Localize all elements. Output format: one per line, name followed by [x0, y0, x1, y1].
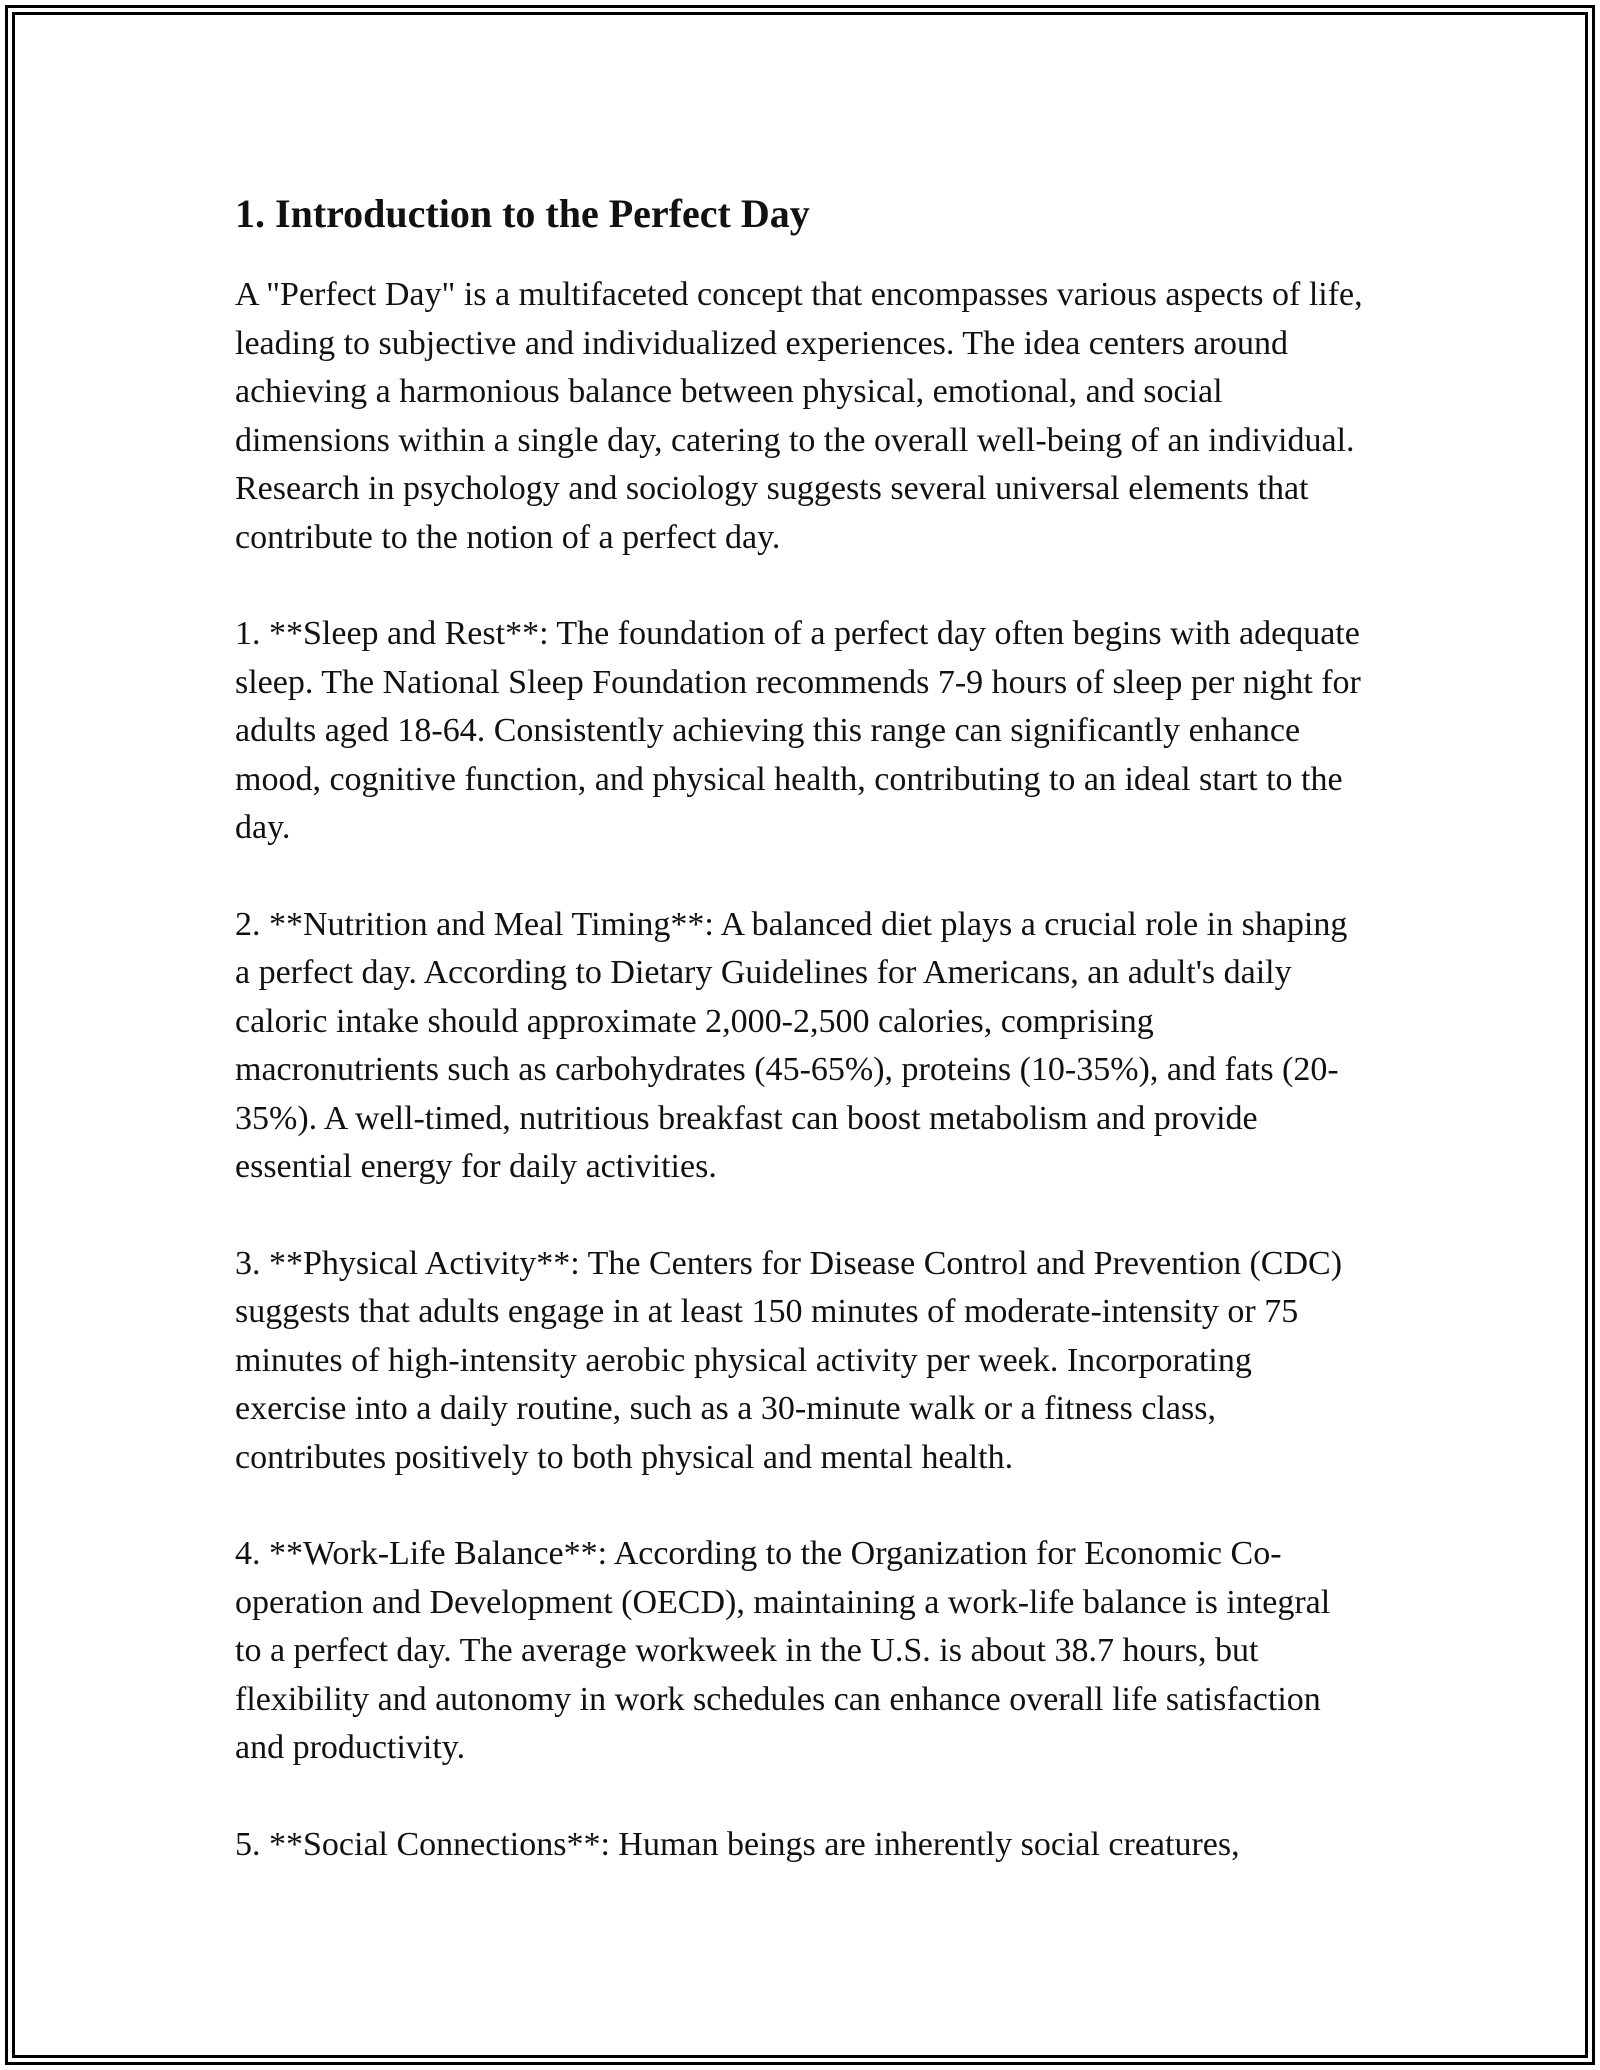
nutrition-paragraph: 2. **Nutrition and Meal Timing**: A balanced diet plays a crucial role in shaping a perfect day. According to Dietary Guidelines for Americans, an adult's daily caloric intake should approximate 2,000-2,500 calories, comprising macronutrients such as carbohydrates (45-65%), proteins (10-35%), and fats (20-35%). A well-timed, nutritious breakfast can boost metabolism and provide essential energy for daily activities.	[235, 905, 1348, 1185]
sleep-paragraph: 1. **Sleep and Rest**: The foundation of a perfect day often begins with adequate sleep. The National Sleep Foundation recommends 7-9 hours of sleep per night for adults aged 18-64. Consistently achieving this range can significantly enhance mood, cognitive function, and physical health, contributing to an ideal start to the day.	[235, 615, 1361, 846]
document-body	[235, 185, 1365, 1917]
section-heading: 1. Introduction to the Perfect Day	[235, 191, 810, 236]
social-connections-paragraph: 5. **Social Connections**: Human beings are inherently social creatures,	[235, 1825, 1240, 1863]
intro-paragraph: A "Perfect Day" is a multifaceted concept that encompasses various aspects of life, leading to subjective and individualized experiences. The idea centers around achieving a harmonious balance between physical, emotional, and social dimensions within a single day, catering to the overall well-being of an individual. Research in psychology and sociology suggests several universal elements that contribute to the notion of a perfect day.	[235, 276, 1363, 556]
work-life-balance-paragraph: 4. **Work-Life Balance**: According to the Organization for Economic Co-operation and Development (OECD), maintaining a work-life balance is integral to a perfect day. The average workweek in the U.S. is about 38.7 hours, but flexibility and autonomy in work schedules can enhance overall life satisfaction and productivity.	[235, 1535, 1331, 1766]
physical-activity-paragraph: 3. **Physical Activity**: The Centers for Disease Control and Prevention (CDC) suggests that adults engage in at least 150 minutes of moderate-intensity or 75 minutes of high-intensity aerobic physical activity per week. Incorporating exercise into a daily routine, such as a 30-minute walk or a fitness class, contributes positively to both physical and mental health.	[235, 1244, 1343, 1476]
